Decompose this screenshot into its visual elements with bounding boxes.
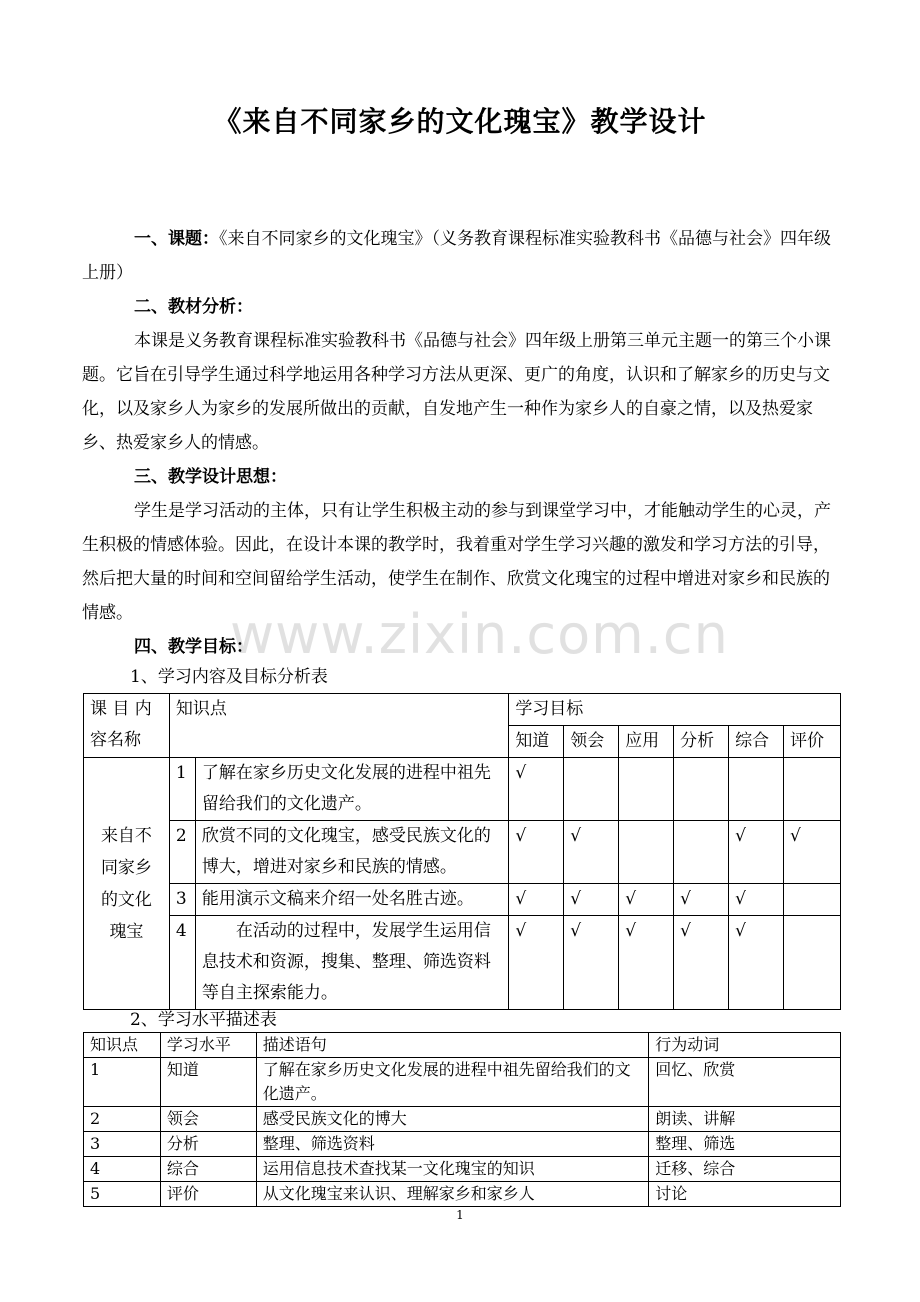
course-name: 来自不同家乡的文化瑰宝 [84,758,170,1010]
content-goal-table [83,693,841,1010]
level-header: 知道 [509,726,564,758]
header-cell: 描述语句 [256,1033,648,1058]
check-mark [674,821,729,884]
header-knowledge: 知识点 [169,694,508,758]
cell: 4 [84,1157,161,1182]
level-header: 综合 [729,726,784,758]
section-design-text: 学生是学习活动的主体，只有让学生积极主动的参与到课堂学习中，才能触动学生的心灵，产生积极的情感体验。因此，在设计本课的教学时，我着重对学生学习兴趣的激发和学习方法的引导，然后把大量的时间和空间留给学生活动，使学生在制作、欣赏文化瑰宝的过程中增进对家乡和民族的情感。 [82,501,831,623]
header-course: 课 目 内 容名称 [84,694,170,758]
cell: 分析 [160,1132,256,1157]
table-row [84,1058,841,1107]
table-row [84,758,841,821]
section-analysis-text: 本课是义务教育课程标准实验教科书《品德与社会》四年级上册第三单元主题一的第三个小课题。它旨在引导学生通过科学地运用各种学习方法从更深、更广的角度，认识和了解家乡的历史与文化，以及家乡人为家乡的发展所做出的贡献，自发地产生一种作为家乡人的自豪之情，以及热爱家乡、热爱家乡人的情感。 [82,331,831,453]
check-mark: √ [509,916,564,1010]
row-number: 3 [169,884,195,916]
table-row [84,1132,841,1157]
header-cell: 行为动词 [649,1033,841,1058]
cell: 1 [84,1058,161,1107]
level-header: 领会 [564,726,619,758]
cell: 讨论 [649,1182,841,1207]
cell: 迁移、综合 [649,1157,841,1182]
cell: 2 [84,1107,161,1132]
section-topic-heading: 一、课题： [134,229,219,249]
section-analysis-heading: 二、教材分析： [134,297,253,317]
check-mark: √ [619,916,674,1010]
check-mark: √ [619,884,674,916]
header-goal: 学习目标 [509,694,841,726]
cell: 5 [84,1182,161,1207]
cell: 领会 [160,1107,256,1132]
check-mark: √ [509,821,564,884]
check-mark: √ [564,884,619,916]
cell: 回忆、欣赏 [649,1058,841,1107]
level-header: 应用 [619,726,674,758]
row-number: 1 [169,758,195,821]
level-header: 评价 [784,726,841,758]
section-goals-heading: 四、教学目标： [134,637,253,657]
row-text: 在活动的过程中，发展学生运用信息技术和资源，搜集、整理、筛选资料等自主探索能力。 [195,916,508,1010]
section-design-heading: 三、教学设计思想： [134,467,287,487]
level-header: 分析 [674,726,729,758]
check-mark [729,758,784,821]
table-row [84,884,841,916]
table-row [84,1182,841,1207]
watermark: www.zixin.com.cn [230,603,729,666]
check-mark [784,758,841,821]
row-number: 2 [169,821,195,884]
check-mark: √ [784,821,841,884]
cell: 整理、筛选资料 [256,1132,648,1157]
check-mark: √ [564,916,619,1010]
check-mark: √ [564,821,619,884]
check-mark: √ [509,758,564,821]
header-cell: 学习水平 [160,1033,256,1058]
check-mark [784,884,841,916]
row-text: 欣赏不同的文化瑰宝，感受民族文化的博大，增进对家乡和民族的情感。 [195,821,508,884]
check-mark: √ [674,916,729,1010]
check-mark: √ [729,916,784,1010]
table2-caption: 2、学习水平描述表 [130,1010,277,1030]
level-description-table [83,1032,841,1207]
check-mark [619,758,674,821]
cell: 3 [84,1132,161,1157]
check-mark [564,758,619,821]
check-mark: √ [729,884,784,916]
table-row [84,1157,841,1182]
check-mark [784,916,841,1010]
cell: 评价 [160,1182,256,1207]
cell: 朗读、讲解 [649,1107,841,1132]
table-row [84,916,841,1010]
table-row [84,821,841,884]
section-topic-text: 《来自不同家乡的文化瑰宝》（义务教育课程标准实验教科书《品德与社会》四年级上册） [82,229,831,283]
cell: 了解在家乡历史文化发展的进程中祖先留给我们的文化遗产。 [256,1058,648,1107]
cell: 感受民族文化的博大 [256,1107,648,1132]
document-title: 《来自不同家乡的文化瑰宝》教学设计 [213,105,707,138]
check-mark: √ [674,884,729,916]
page-number: 1 [456,1208,464,1222]
cell: 运用信息技术查找某一文化瑰宝的知识 [256,1157,648,1182]
check-mark: √ [509,884,564,916]
check-mark: √ [729,821,784,884]
row-number: 4 [169,916,195,1010]
section-topic [82,222,842,290]
cell: 整理、筛选 [649,1132,841,1157]
header-cell: 知识点 [84,1033,161,1058]
table1-caption: 1、学习内容及目标分析表 [130,667,328,687]
check-mark [674,758,729,821]
cell: 知道 [160,1058,256,1107]
cell: 从文化瑰宝来认识、理解家乡和家乡人 [256,1182,648,1207]
cell: 综合 [160,1157,256,1182]
table-row [84,1107,841,1132]
row-text: 能用演示文稿来介绍一处名胜古迹。 [195,884,508,916]
row-text: 了解在家乡历史文化发展的进程中祖先留给我们的文化遗产。 [195,758,508,821]
check-mark [619,821,674,884]
